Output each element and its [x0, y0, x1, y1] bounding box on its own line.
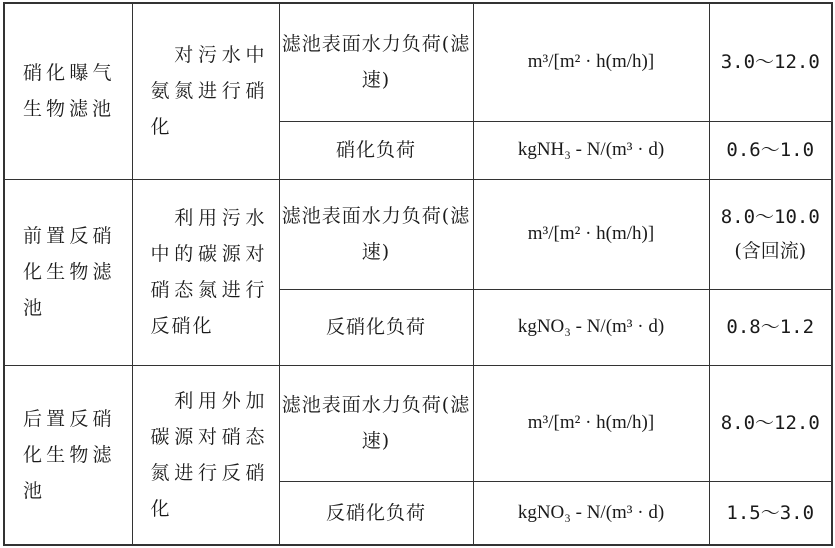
- unit-cell: m³/[m² · h(m/h)]: [473, 179, 709, 289]
- purpose-text: 利用污水中的碳源对硝态氮进行反硝化: [150, 207, 267, 337]
- value-range-cell: [709, 121, 832, 179]
- purpose-cell: [132, 3, 279, 179]
- parameter-name-cell: 滤池表面水力负荷(滤速): [279, 179, 473, 289]
- filter-type-cell: 前置反硝化生物滤池: [4, 179, 132, 365]
- value-range-cell: [709, 365, 832, 481]
- filter-type-cell: 硝化曝气生物滤池: [4, 3, 132, 179]
- parameter-name-cell: 反硝化负荷: [279, 289, 473, 365]
- value-range: 3.0～12.0: [720, 51, 820, 74]
- table-row: [4, 3, 832, 121]
- value-range-cell: [709, 179, 832, 289]
- purpose-cell: [132, 365, 279, 545]
- filter-type-cell: 后置反硝化生物滤池: [4, 365, 132, 545]
- purpose-text: 利用外加碳源对硝态氮进行反硝化: [150, 389, 267, 520]
- purpose-cell: [132, 179, 279, 365]
- parameter-name-cell: 滤池表面水力负荷(滤速): [279, 3, 473, 121]
- value-range-cell: [709, 481, 832, 545]
- purpose-text: 对污水中氨氮进行硝化: [150, 44, 267, 139]
- value-range: 8.0～12.0: [720, 412, 820, 434]
- unit-cell: kgNO₃ - N/(m³ · d): [473, 289, 709, 365]
- value-range-cell: [709, 3, 832, 121]
- value-range: 1.5～3.0: [726, 501, 815, 524]
- value-range: 8.0～10.0: [720, 206, 820, 228]
- value-range: 0.8～1.2: [726, 316, 815, 338]
- unit-cell: m³/[m² · h(m/h)]: [473, 3, 709, 121]
- unit-cell: kgNO₃ - N/(m³ · d): [473, 481, 709, 545]
- parameter-name-cell: 滤池表面水力负荷(滤速): [279, 365, 473, 481]
- biofilter-parameter-table: [3, 2, 833, 546]
- parameter-name-cell: 反硝化负荷: [279, 481, 473, 545]
- unit-cell: kgNH₃ - N/(m³ · d): [473, 121, 709, 179]
- value-range-cell: [709, 289, 832, 365]
- table-row: [4, 365, 832, 481]
- table-row: [4, 179, 832, 289]
- parameter-name-cell: 硝化负荷: [279, 121, 473, 179]
- value-range: 0.6～1.0: [726, 139, 815, 161]
- unit-cell: m³/[m² · h(m/h)]: [473, 365, 709, 481]
- value-note: (含回流): [734, 240, 807, 262]
